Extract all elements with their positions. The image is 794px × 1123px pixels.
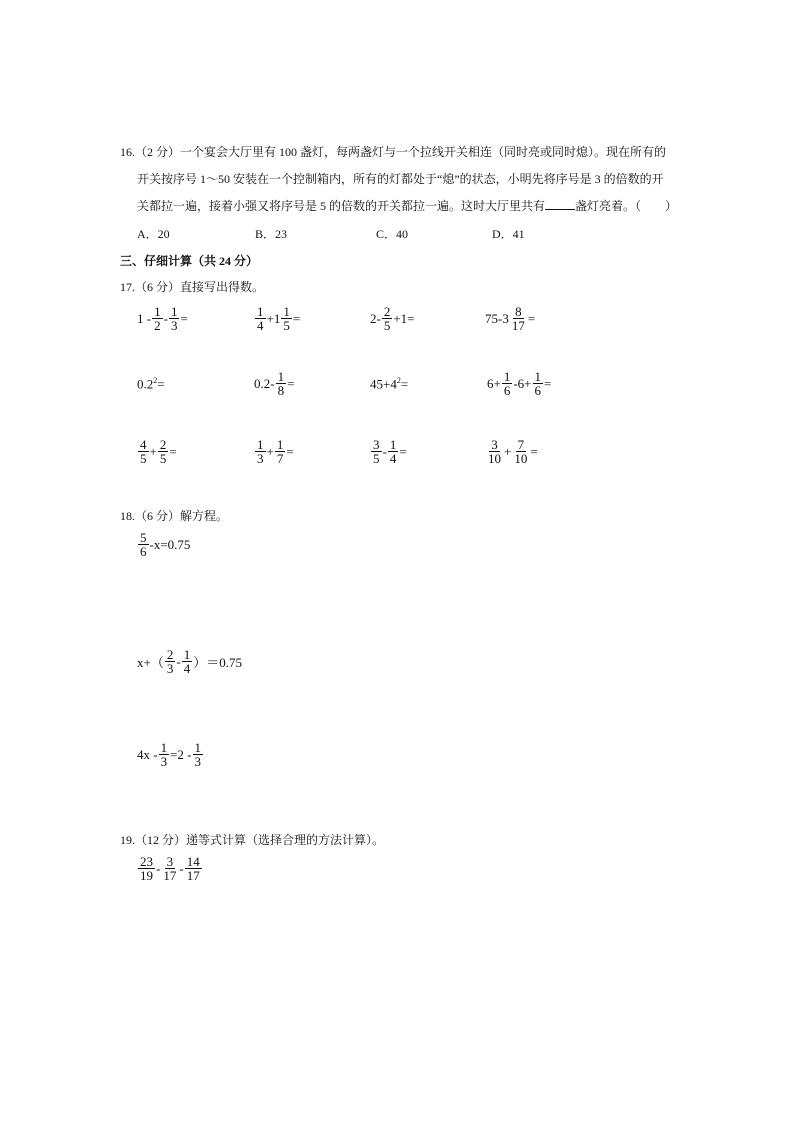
q17-r1c3	[370, 305, 415, 332]
text: $45+4^2=$	[370, 376, 409, 392]
fraction: $\frac{7}{10}$	[514, 437, 528, 466]
q16-option-d[interactable]: D．41	[492, 227, 525, 241]
q17-r3c1	[137, 438, 177, 465]
fraction: $\frac{1}{3}$	[160, 740, 168, 769]
fraction: $\frac{1}{6}$	[534, 369, 542, 398]
q17-r2c2	[254, 370, 294, 397]
equals: =	[399, 443, 407, 459]
text: 0.2-	[254, 375, 275, 391]
q16-line3-text: 关都拉一遍，接着小强又将序号是 5 的倍数的开关都拉一遍。这时大厅里共有	[137, 199, 546, 213]
q16-line3	[137, 197, 677, 215]
q19-title: 19.（12 分）递等式计算（选择合理的方法计算）。	[120, 833, 385, 847]
equals: =	[287, 375, 295, 391]
operator: -	[156, 860, 161, 876]
equals: =	[292, 310, 301, 326]
fraction: $\frac{2}{5}$	[159, 437, 167, 466]
fraction: $\frac{1}{6}$	[503, 369, 511, 398]
q18-eq2	[137, 648, 242, 675]
text: 2-	[370, 310, 381, 326]
text: 6+	[487, 375, 501, 391]
q17-r1c1	[137, 305, 188, 332]
q16-line2: 开关按序号 1～50 安装在一个控制箱内，所有的灯都处于“熄”的状态，小明先将序号是 3 的倍数的开	[137, 172, 664, 186]
fraction: $\frac{14}{17}$	[186, 854, 200, 883]
text: 1 -	[137, 310, 152, 326]
fraction: $\frac{1}{2}$	[154, 304, 161, 333]
operator: =2 -	[170, 746, 192, 762]
text: x+（	[137, 655, 164, 670]
fraction: $\frac{8}{17}$	[511, 304, 525, 333]
fraction: $\frac{3}{17}$	[163, 854, 177, 883]
equals: =	[169, 443, 177, 459]
operator: -	[179, 860, 184, 876]
q16-option-b[interactable]: B．23	[255, 227, 288, 241]
q17-r1c4	[485, 305, 535, 332]
q16-line3-tail: 盏灯亮着。（ ）	[575, 199, 678, 213]
text: $0.2^2=$	[137, 376, 165, 392]
text: -x=0.75	[149, 536, 191, 552]
q17-r2c4	[487, 370, 551, 397]
equals: =	[530, 443, 538, 459]
fraction: $\frac{4}{5}$	[140, 437, 147, 466]
equals: =	[180, 310, 188, 326]
section-3-title: 三、仔细计算（共 24 分）	[120, 254, 259, 268]
fraction: $\frac{1}{3}$	[257, 437, 264, 466]
fraction: $\frac{23}{19}$	[140, 854, 153, 883]
fraction: $\frac{3}{10}$	[488, 437, 501, 466]
q18-eq1	[137, 531, 190, 558]
equals: =	[527, 310, 536, 326]
operator: +1	[266, 310, 281, 326]
fraction: $\frac{1}{4}$	[257, 304, 264, 333]
fraction: $\frac{5}{6}$	[140, 530, 147, 559]
operator: -	[382, 443, 387, 459]
q18-eq3	[137, 741, 204, 768]
equals: =	[544, 375, 552, 391]
fraction: $\frac{1}{7}$	[276, 437, 284, 466]
q17-r2c3	[370, 376, 408, 392]
equals: =	[286, 443, 294, 459]
operator: +	[266, 443, 274, 459]
fraction: $\frac{1}{4}$	[389, 437, 397, 466]
fraction: $\frac{3}{5}$	[373, 437, 380, 466]
q17-r2c1	[137, 376, 165, 392]
q17-r1c2	[254, 305, 300, 332]
q16-option-c[interactable]: C．40	[376, 227, 409, 241]
operator: +	[504, 443, 512, 459]
q17-r3c4	[485, 438, 538, 465]
q16-option-a[interactable]: A．20	[137, 227, 170, 241]
answer-blank[interactable]	[545, 197, 575, 210]
q18-title: 18.（6 分）解方程。	[120, 509, 229, 523]
q19-eq1	[137, 855, 203, 882]
operator: +	[149, 443, 157, 459]
fraction: $\frac{1}{8}$	[277, 369, 285, 398]
fraction: $\frac{2}{5}$	[383, 304, 391, 333]
fraction: $\frac{1}{5}$	[283, 304, 290, 333]
fraction: $\frac{2}{3}$	[166, 647, 174, 676]
fraction: $\frac{1}{3}$	[194, 740, 202, 769]
operator: -6+	[513, 375, 532, 391]
operator: -	[163, 310, 168, 326]
fraction: $\frac{1}{3}$	[170, 304, 178, 333]
q17-title: 17.（6 分）直接写出得数。	[120, 280, 265, 294]
q17-r3c2	[254, 438, 294, 465]
text: +1=	[393, 310, 415, 326]
text: 4x -	[137, 746, 158, 762]
text: 75-3	[485, 310, 509, 326]
text: ）＝0.75	[193, 655, 242, 670]
q16-line1: 16.（2 分）一个宴会大厅里有 100 盏灯，每两盏灯与一个拉线开关相连（同时亮或同时熄）。现在所有的	[120, 145, 667, 159]
operator: -	[176, 653, 181, 669]
q17-r3c3	[370, 438, 407, 465]
fraction: $\frac{1}{4}$	[183, 647, 191, 676]
